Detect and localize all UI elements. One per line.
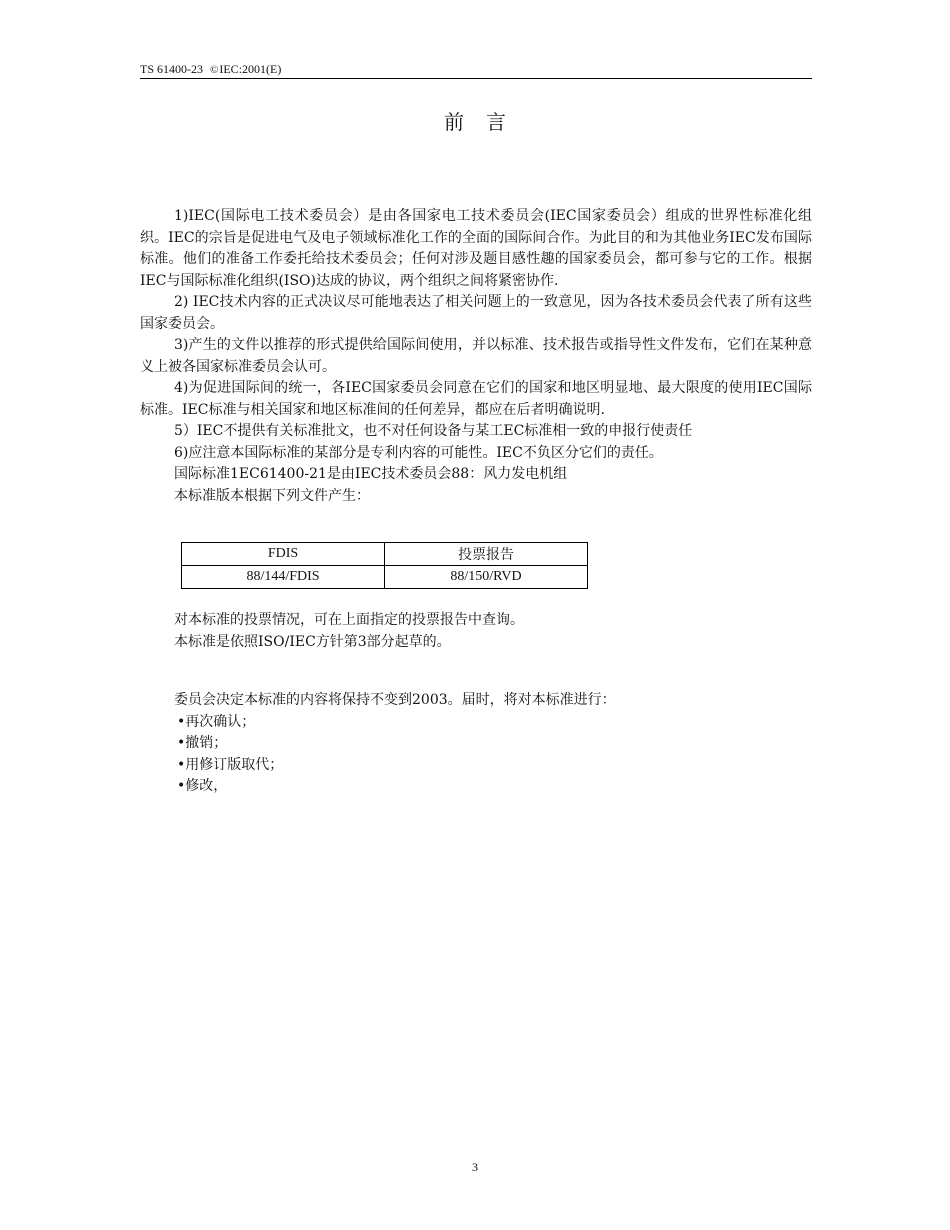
header-org-year: IEC:2001(E) — [219, 62, 282, 76]
voting-documents-table — [181, 542, 588, 589]
table-row — [182, 566, 588, 589]
paragraph-6: 6)应注意本国际标准的某部分是专利内容的可能性。IEC不负区分它们的责任。 — [174, 444, 663, 461]
paragraph-3: 3)产生的文件以推荐的形式提供给国际间使用，并以标准、技术报告或指导性文件发布，它们在某种意义上被各国家标准委员会认可。 — [140, 337, 812, 375]
documents-intro-line: 本标准版本根据下列文件产生： — [174, 487, 370, 504]
maintenance-intro: 委员会决定本标准的内容将保持不变到2003。届时，将对本标准进行： — [174, 692, 616, 708]
maintenance-section — [174, 690, 616, 798]
paragraph-5: 5）IEC不提供有关标准批文，也不对任何设备与某工EC标准相一致的申报行使责任 — [174, 423, 693, 439]
voting-info-line: 对本标准的投票情况，可在上面指定的投票报告中查询。 — [174, 612, 524, 628]
list-item: •用修订版取代； — [177, 756, 284, 773]
drafting-rules-line: 本标准是依照ISO/IEC方针第3部分起草的。 — [174, 633, 451, 650]
table-header-cell: FDIS — [182, 543, 385, 566]
header-doc-id: TS 61400-23 — [140, 62, 203, 76]
list-item: •修改， — [177, 778, 228, 794]
table-cell: 88/150/RVD — [385, 566, 588, 589]
standard-origin-line: 国际标准1EC61400-21是由IEC技术委员会88：风力发电机组 — [174, 466, 568, 482]
list-item: •再次确认； — [177, 713, 256, 730]
table-cell: 88/144/FDIS — [182, 566, 385, 589]
table-header-row — [182, 543, 588, 566]
voting-notes — [174, 610, 524, 653]
foreword-body — [140, 206, 812, 507]
page-number: 3 — [472, 1160, 478, 1174]
paragraph-1: 1)IEC(国际电工技术委员会）是由各国家电工技术委员会(IEC国家委员会）组成的世界性标准化组织。IEC的宗旨是促进电气及电子领域标准化工作的全面的国际间合作。为此目的和为其他业务IEC发布国际标准。他们的准备工作委托给技术委员会；任何对涉及题目感性趣的国家委员会，都可参与它的工作。根据IEC与国际标准化组织(ISO)达成的协议，两个组织之间将紧密协作. — [140, 208, 812, 289]
paragraph-4: 4)为促进国际间的统一，各IEC国家委员会同意在它们的国家和地区明显地、最大限度的使用IEC国际标准。IEC标准与相关国家和地区标准间的任何差异，都应在后者明确说明. — [140, 380, 812, 418]
table-header-cell: 投票报告 — [385, 543, 588, 566]
list-item: •撤销； — [177, 735, 228, 751]
page-title: 前言 — [444, 110, 528, 134]
paragraph-2: 2) IEC技术内容的正式决议尽可能地表达了相关问题上的一致意见，因为各技术委员会代表了所有这些国家委员会。 — [140, 294, 812, 332]
page-header — [140, 62, 812, 79]
copyright-icon: © — [210, 64, 219, 76]
